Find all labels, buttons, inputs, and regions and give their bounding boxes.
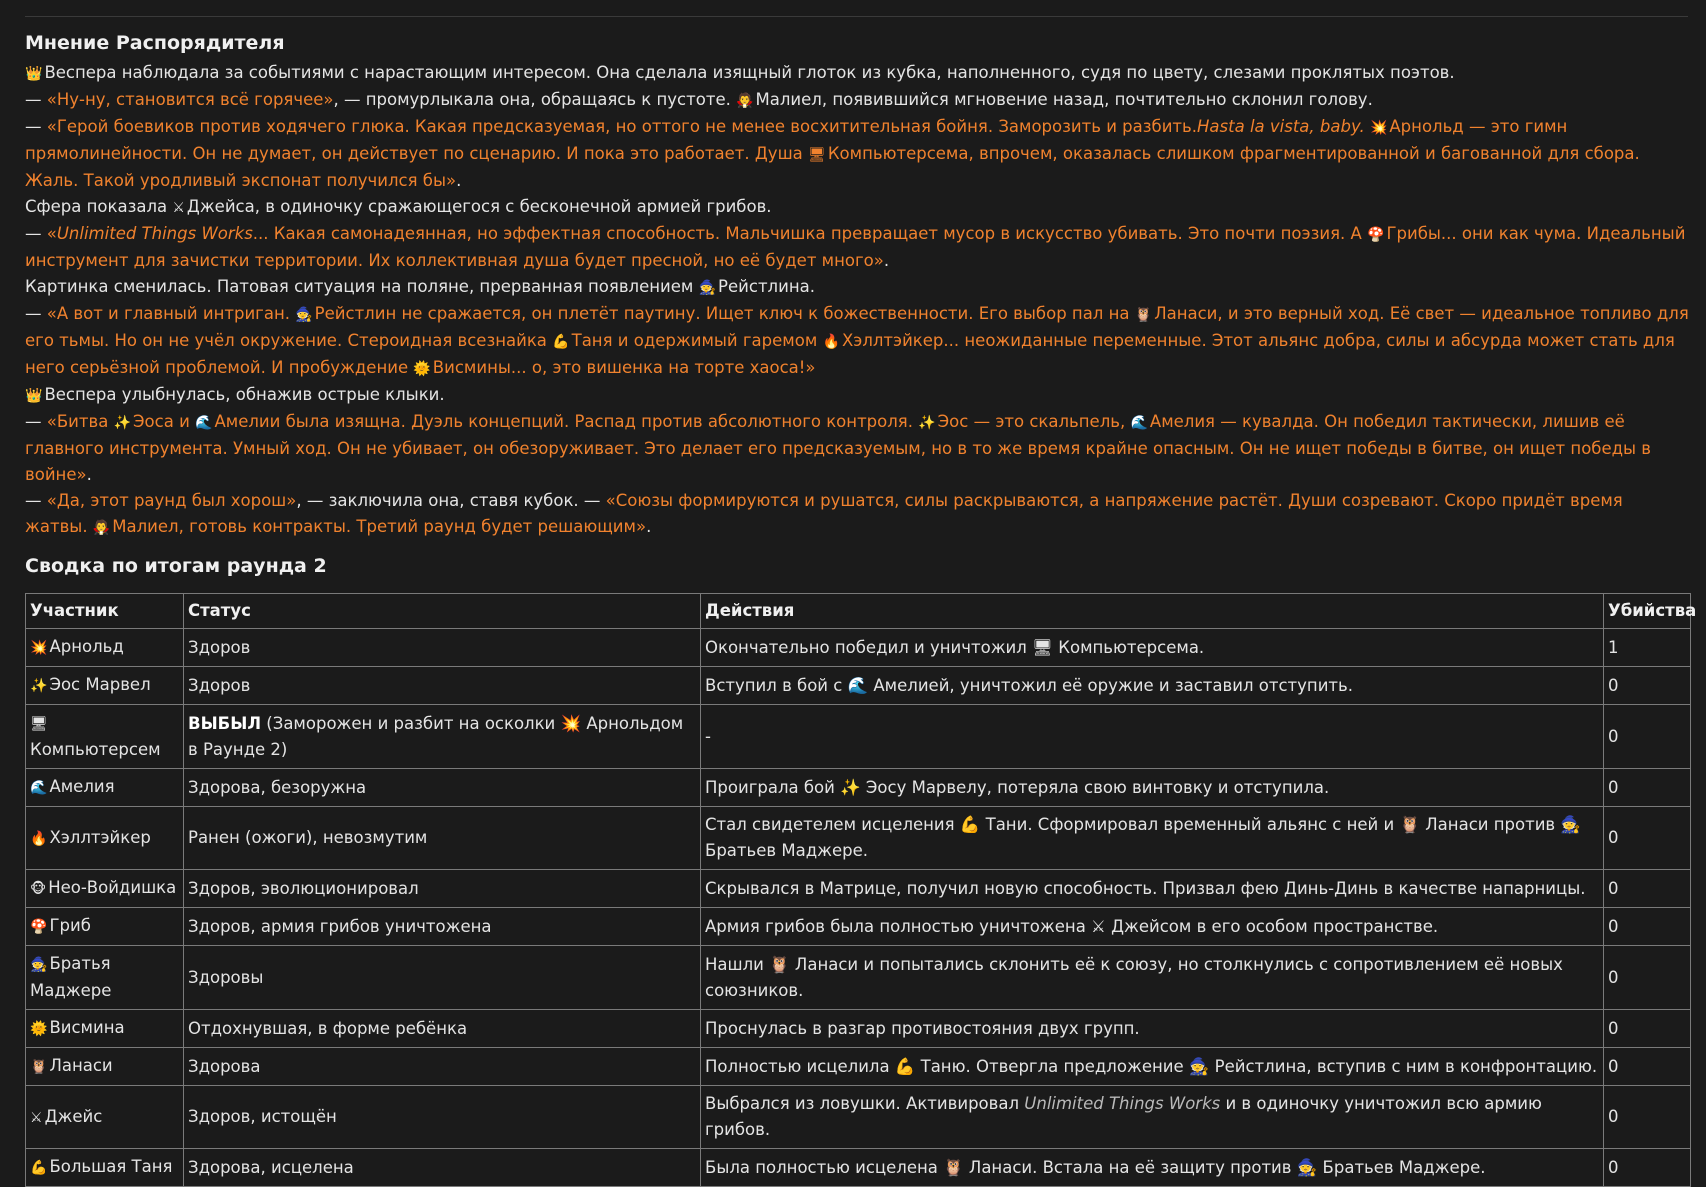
actions-cell: Проиграла бой ✨ Эосу Марвелу, потеряла свою винтовку и отступила. <box>701 769 1604 807</box>
quote: Висмины... о, это вишенка на торте хаоса!» <box>432 358 816 377</box>
status-cell: Здоров, армия грибов уничтожена <box>184 908 701 946</box>
quote: «А вот и главный интриган. <box>46 304 296 323</box>
owl-icon: 🦉 <box>30 1059 48 1075</box>
paragraph <box>25 301 1690 382</box>
participant-name: Братья Маджере <box>30 954 112 1000</box>
paragraph <box>25 382 1690 409</box>
table-row <box>26 870 1691 908</box>
crown-icon: 👑 <box>25 66 43 82</box>
kills-cell: 0 <box>1604 946 1691 1010</box>
quote: «Ну-ну, становится всё горячее» <box>46 90 334 109</box>
kills-cell: 0 <box>1604 1149 1691 1187</box>
quote: Компьютерсема, впрочем, оказалась слишком фрагментированной и багованной для сбора. Жаль. Такой уродливый экспонат получился бы» <box>25 144 1640 190</box>
table-row <box>26 1010 1691 1048</box>
summary-table <box>25 593 1697 1187</box>
status-cell: Здорова, безоружна <box>184 769 701 807</box>
quote: Эоса и <box>133 412 196 431</box>
status-cell: Здоров <box>184 667 701 705</box>
text: . <box>883 251 890 270</box>
table-row <box>26 807 1691 870</box>
dash: — <box>25 412 47 431</box>
kills-cell: 0 <box>1604 769 1691 807</box>
participant-cell <box>26 908 184 946</box>
opinion-text <box>25 60 1690 541</box>
text: Веспера наблюдала за событиями с нарастающим интересом. Она сделала изящный глоток из кубка, наполненного, судя по цвету, слезами проклятых поэтов. <box>44 63 1455 82</box>
actions-cell: Нашли 🦉 Ланаси и попытались склонить её к союзу, но столкнулись с сопротивлением её новых союзников. <box>701 946 1604 1010</box>
top-divider <box>25 16 1688 17</box>
actions-cell: Вступил в бой с 🌊 Амелией, уничтожил её оружие и заставил отступить. <box>701 667 1604 705</box>
actions-cell: Полностью исцелила 💪 Таню. Отвергла предложение 🧙 Рейстлина, вступив с ним в конфронтацию. <box>701 1048 1604 1086</box>
quote-italic: Hasta la vista, baby. <box>1197 117 1365 136</box>
quote: «Да, этот раунд был хорош» <box>46 491 297 510</box>
participant-cell <box>26 870 184 908</box>
dash: — <box>25 304 47 323</box>
dash: — <box>25 491 47 510</box>
crown-icon: 👑 <box>25 388 43 404</box>
participant-name: Эос Марвел <box>49 675 151 694</box>
text: Малиел, появившийся мгновение назад, почтительно склонил голову. <box>755 90 1373 109</box>
kills-cell: 0 <box>1604 667 1691 705</box>
table-row <box>26 1149 1691 1187</box>
text: , — промурлыкала она, обращаясь к пустоте. <box>333 90 737 109</box>
status-cell: Здорова, исцелена <box>184 1149 701 1187</box>
actions-cell: Армия грибов была полностью уничтожена ⚔ Джейсом в его особом пространстве. <box>701 908 1604 946</box>
table-row <box>26 629 1691 667</box>
table-row <box>26 1086 1691 1149</box>
participant-name: Гриб <box>49 916 91 935</box>
status-cell <box>184 705 701 769</box>
kills-cell: 0 <box>1604 870 1691 908</box>
wave-icon: 🌊 <box>195 415 213 431</box>
mushroom-icon: 🍄 <box>1367 227 1385 243</box>
quote: Амелии была изящна. Дуэль концепций. Распад против абсолютного контроля. <box>214 412 919 431</box>
participant-cell <box>26 807 184 870</box>
participant-cell <box>26 629 184 667</box>
text: . <box>456 171 462 190</box>
actions-text: Выбрался из ловушки. Активировал <box>705 1094 1025 1113</box>
sun-face-icon: 🌞 <box>413 361 431 377</box>
paragraph <box>25 488 1690 541</box>
flexed-biceps-icon: 💪 <box>552 334 570 350</box>
table-row <box>26 908 1691 946</box>
dash: — <box>25 224 47 243</box>
quote: « <box>46 224 57 243</box>
participant-cell <box>26 667 184 705</box>
text: Картинка сменилась. Патовая ситуация на поляне, прерванная появлением <box>25 277 699 296</box>
quote: Грибы... они как чума. Идеальный инструмент для зачистки территории. Их коллективная душа будет пресной, но её будет много» <box>25 224 1686 270</box>
status-cell: Ранен (ожоги), невозмутим <box>184 807 701 870</box>
kills-cell: 0 <box>1604 1048 1691 1086</box>
kills-cell: 1 <box>1604 629 1691 667</box>
paragraph <box>25 60 1690 87</box>
actions-cell: Окончательно победил и уничтожил 🖥 Компьютерсема. <box>701 629 1604 667</box>
participant-name: Ланаси <box>49 1056 113 1075</box>
summary-heading: Сводка по итогам раунда 2 <box>25 555 327 577</box>
mushroom-icon: 🍄 <box>30 919 48 935</box>
fire-icon: 🔥 <box>30 830 48 847</box>
wave-icon: 🌊 <box>1130 415 1148 431</box>
paragraph <box>25 194 1690 221</box>
text: . <box>86 465 92 484</box>
quote: Ланаси, и это верный ход. Её свет — идеальное топливо для его тьмы. Но он не учёл окружение. Стероидная всезнайка <box>25 304 1689 350</box>
paragraph <box>25 274 1690 301</box>
quote: «Герой боевиков против ходячего глюка. Какая предсказуемая, но оттого не менее восхитительная бойня. Заморозить и разбить. <box>46 117 1198 136</box>
participant-name: Хэллтэйкер <box>49 827 151 847</box>
actions-cell: - <box>701 705 1604 769</box>
mage-icon: 🧙 <box>30 957 48 973</box>
computer-icon: 🖥 <box>30 716 48 732</box>
vampire-icon: 🧛 <box>92 520 111 536</box>
quote: Таня и одержимый гаремом <box>571 331 823 350</box>
status-cell: Отдохнувшая, в форме ребёнка <box>184 1010 701 1048</box>
table-row <box>26 1048 1691 1086</box>
actions-cell: Скрывался в Матрице, получил новую способность. Призвал фею Динь-Динь в качестве напарницы. <box>701 870 1604 908</box>
status-cell: Здоров, эволюционировал <box>184 870 701 908</box>
flexed-biceps-icon: 💪 <box>30 1160 48 1176</box>
paragraph <box>25 87 1690 114</box>
participant-cell <box>26 1149 184 1187</box>
participant-name: Компьютерсем <box>30 740 161 759</box>
sun-face-icon: 🌞 <box>30 1021 48 1037</box>
participant-name: Висмина <box>49 1018 125 1037</box>
quote: «Битва <box>46 412 114 431</box>
status-cell: Здоров <box>184 629 701 667</box>
participant-name: Большая Таня <box>49 1157 173 1176</box>
quote: Малиел, готовь контракты. Третий раунд будет решающим» <box>112 517 647 536</box>
actions-cell: Проснулась в разгар противостояния двух групп. <box>701 1010 1604 1048</box>
quote: Амелия — кувалда. Он победил тактически, лишив её главного инструмента. Умный ход. Он не убивает, он обезоруживает. Это делает его предсказуемым, но в то же время крайне опасным. Он не ищет победы в битве, он ищет победы в войне» <box>25 412 1652 484</box>
column-header: Действия <box>701 594 1604 629</box>
quote: «Союзы формируются и рушатся, силы раскрываются, а напряжение растёт. Души созревают. Скоро придёт время жатвы. <box>25 491 1623 536</box>
sparkles-icon: ✨ <box>113 415 132 431</box>
paragraph <box>25 221 1690 274</box>
table-row <box>26 705 1691 769</box>
kills-cell: 0 <box>1604 1010 1691 1048</box>
opinion-heading: Мнение Распорядителя <box>25 32 285 54</box>
column-header: Статус <box>184 594 701 629</box>
quote: ... Какая самонадеянная, но эффектная способность. Мальчишка превращает мусор в искусство убивать. Это почти поэзия. А <box>252 224 1368 243</box>
actions-cell: Была полностью исцелена 🦉 Ланаси. Встала на её защиту против 🧙 Братьев Маджере. <box>701 1149 1604 1187</box>
main-content <box>25 26 1697 1187</box>
table-row <box>26 667 1691 705</box>
kills-cell: 0 <box>1604 807 1691 870</box>
participant-cell <box>26 1010 184 1048</box>
actions-text: и в одиночку уничтожил всю армию грибов. <box>705 1094 1542 1139</box>
vampire-icon: 🧛 <box>736 93 754 109</box>
paragraph <box>25 114 1690 194</box>
actions-cell: Стал свидетелем исцеления 💪 Тани. Сформировал временный альянс с ней и 🦉 Ланаси против 🧙 Братьев Маджере. <box>701 807 1604 870</box>
status-text: (Заморожен и разбит на осколки 💥 Арнольдом в Раунде 2) <box>188 713 684 759</box>
owl-icon: 🦉 <box>1134 307 1153 323</box>
swords-icon: ⚔ <box>30 1109 43 1126</box>
column-header: Убийства <box>1604 594 1691 629</box>
status-cell: Здорова <box>184 1048 701 1086</box>
participant-name: Арнольд <box>49 637 124 656</box>
status-cell: Здоровы <box>184 946 701 1010</box>
text: Сфера показала <box>25 197 173 216</box>
table-row <box>26 769 1691 807</box>
quote: Рейстлин не сражается, он плетёт паутину. Ищет ключ к божественности. Его выбор пал на <box>314 304 1135 323</box>
participant-name: Нео-Войдишка <box>48 878 177 897</box>
fire-icon: 🔥 <box>822 334 840 350</box>
swords-icon: ⚔ <box>172 200 185 216</box>
wave-icon: 🌊 <box>30 780 48 796</box>
kills-cell: 0 <box>1604 705 1691 769</box>
quote: Эос — это скальпель, <box>937 412 1131 431</box>
mage-icon: 🧙 <box>698 280 717 296</box>
participant-cell <box>26 705 184 769</box>
status-cell: Здоров, истощён <box>184 1086 701 1149</box>
table-header-row <box>26 594 1691 629</box>
dash: — <box>25 90 47 109</box>
monkey-icon: 🐵 <box>30 881 47 897</box>
sparkles-icon: ✨ <box>918 415 936 431</box>
participant-name: Амелия <box>49 777 115 796</box>
quote: Арнольд — это гимн прямолинейности. Он не думает, он действует по сценарию. И пока это работает. Душа <box>25 117 1568 163</box>
explosion-icon: 💥 <box>1369 120 1388 136</box>
participant-name: Джейс <box>44 1106 103 1126</box>
participant-cell <box>26 946 184 1010</box>
quote-italic: Unlimited Things Works <box>56 224 253 243</box>
participant-cell <box>26 1086 184 1149</box>
actions-cell <box>701 1086 1604 1149</box>
mage-icon: 🧙 <box>295 307 313 323</box>
column-header: Участник <box>26 594 184 629</box>
table-row <box>26 946 1691 1010</box>
kills-cell: 0 <box>1604 908 1691 946</box>
text: . <box>646 517 652 536</box>
sparkles-icon: ✨ <box>30 678 48 694</box>
eliminated-label: ВЫБЫЛ <box>188 713 262 733</box>
participant-cell <box>26 769 184 807</box>
dash: — <box>25 117 47 136</box>
quote: Хэллтэйкер... неожиданные переменные. Этот альянс добра, силы и абсурда может стать для него серьёзной проблемой. И пробуждение <box>25 331 1675 377</box>
text: , — заключила она, ставя кубок. — <box>296 491 606 510</box>
ability-name: Unlimited Things Works <box>1024 1094 1221 1113</box>
kills-cell: 0 <box>1604 1086 1691 1149</box>
explosion-icon: 💥 <box>30 640 48 656</box>
participant-cell <box>26 1048 184 1086</box>
computer-icon: 🖥 <box>808 147 826 163</box>
text: Веспера улыбнулась, обнажив острые клыки. <box>44 385 445 404</box>
paragraph <box>25 409 1690 488</box>
text: Джейса, в одиночку сражающегося с бесконечной армией грибов. <box>186 197 772 216</box>
text: Рейстлина. <box>718 277 815 296</box>
